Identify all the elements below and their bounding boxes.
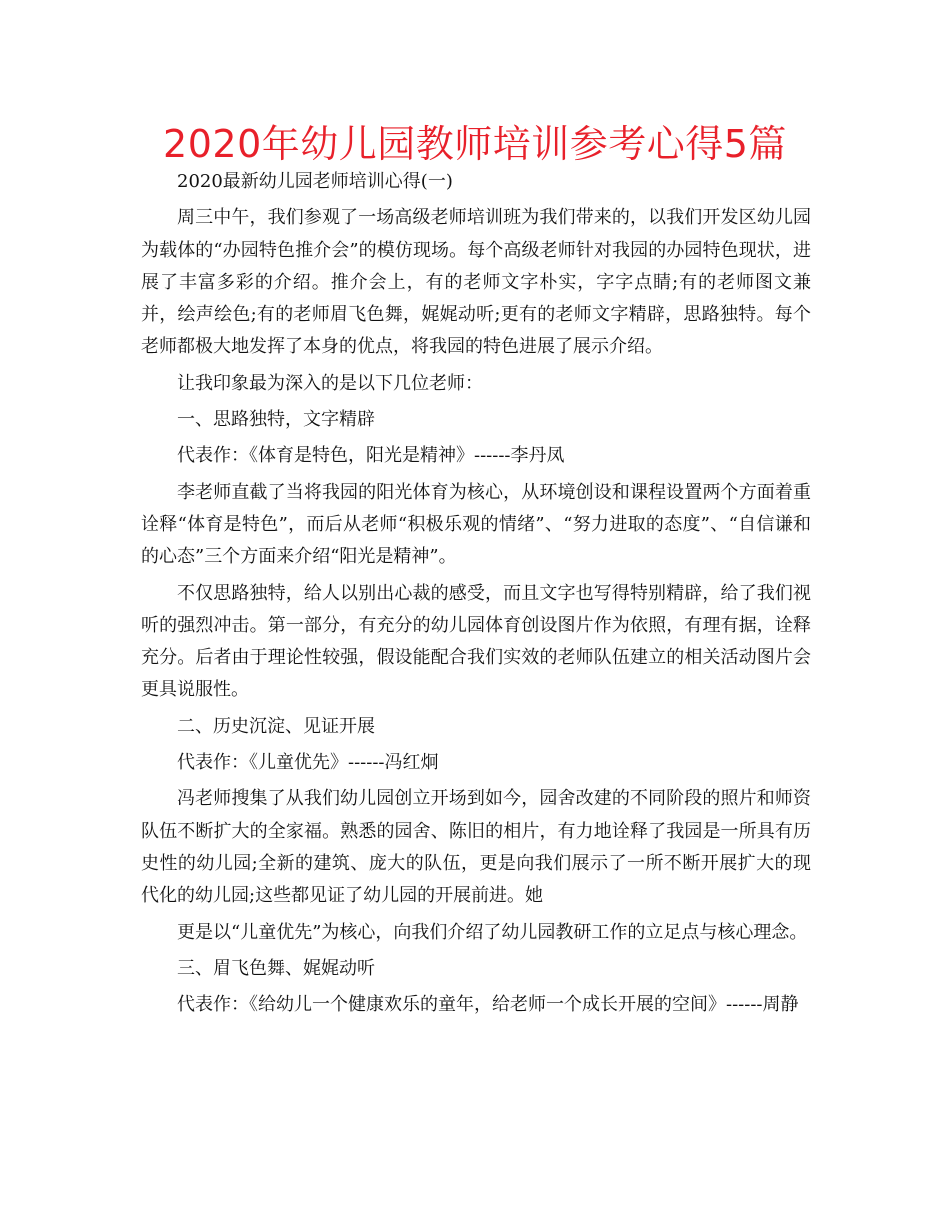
paragraph: 不仅思路独特，给人以别出心裁的感受，而且文字也写得特别精辟，给了我们视听的强烈冲击。第一部分，有充分的幼儿园体育创设图片作为依照，有理有据，诠释充分。后者由于理论性较强，假设能配合我们实效的老师队伍建立的相关活动图片会更具说服性。 xyxy=(141,582,811,701)
section-heading: 二、历史沉淀、见证开展 xyxy=(177,715,375,737)
document-title: 2020年幼儿园教师培训参考心得5篇 xyxy=(163,122,787,166)
paragraph: 让我印象最为深入的是以下几位老师： xyxy=(177,372,483,394)
representative-work: 代表作：《体育是特色，阳光是精神》------李丹凤 xyxy=(177,445,565,467)
representative-work: 代表作：《儿童优先》------冯红炯 xyxy=(177,752,439,774)
section-heading: 三、眉飞色舞、娓娓动听 xyxy=(177,957,375,979)
paragraph: 更是以“儿童优先”为核心，向我们介绍了幼儿园教研工作的立足点与核心理念。 xyxy=(177,921,808,943)
document-body xyxy=(141,166,811,1025)
paragraph: 周三中午，我们参观了一场高级老师培训班为我们带来的，以我们开发区幼儿园为载体的“办园特色推介会”的模仿现场。每个高级老师针对我园的办园特色现状，进展了丰富多彩的介绍。推介会上，有的老师文字朴实，字字点睛;有的老师图文兼并，绘声绘色;有的老师眉飞色舞，娓娓动听;更有的老师文字精辟，思路独特。每个老师都极大地发挥了本身的优点，将我园的特色进展了展示介绍。 xyxy=(141,207,811,358)
representative-work: 代表作：《给幼儿一个健康欢乐的童年，给老师一个成长开展的空间》------周静 xyxy=(177,994,799,1016)
paragraph: 冯老师搜集了从我们幼儿园创立开场到如今，园舍改建的不同阶段的照片和师资队伍不断扩大的全家福。熟悉的园舍、陈旧的相片，有力地诠释了我园是一所具有历史性的幼儿园;全新的建筑、庞大的队伍，更是向我们展示了一所不断开展扩大的现代化的幼儿园;这些都见证了幼儿园的开展前进。她 xyxy=(141,788,811,907)
section-heading: 一、思路独特，文字精辟 xyxy=(177,409,375,431)
document-subtitle: 2020最新幼儿园老师培训心得(一) xyxy=(177,171,453,192)
paragraph: 李老师直截了当将我园的阳光体育为核心，从环境创设和课程设置两个方面着重诠释“体育是特色”，而后从老师“积极乐观的情绪”、“努力进取的态度”、“自信谦和的心态”三个方面来介绍“阳光是精神”。 xyxy=(141,481,811,568)
